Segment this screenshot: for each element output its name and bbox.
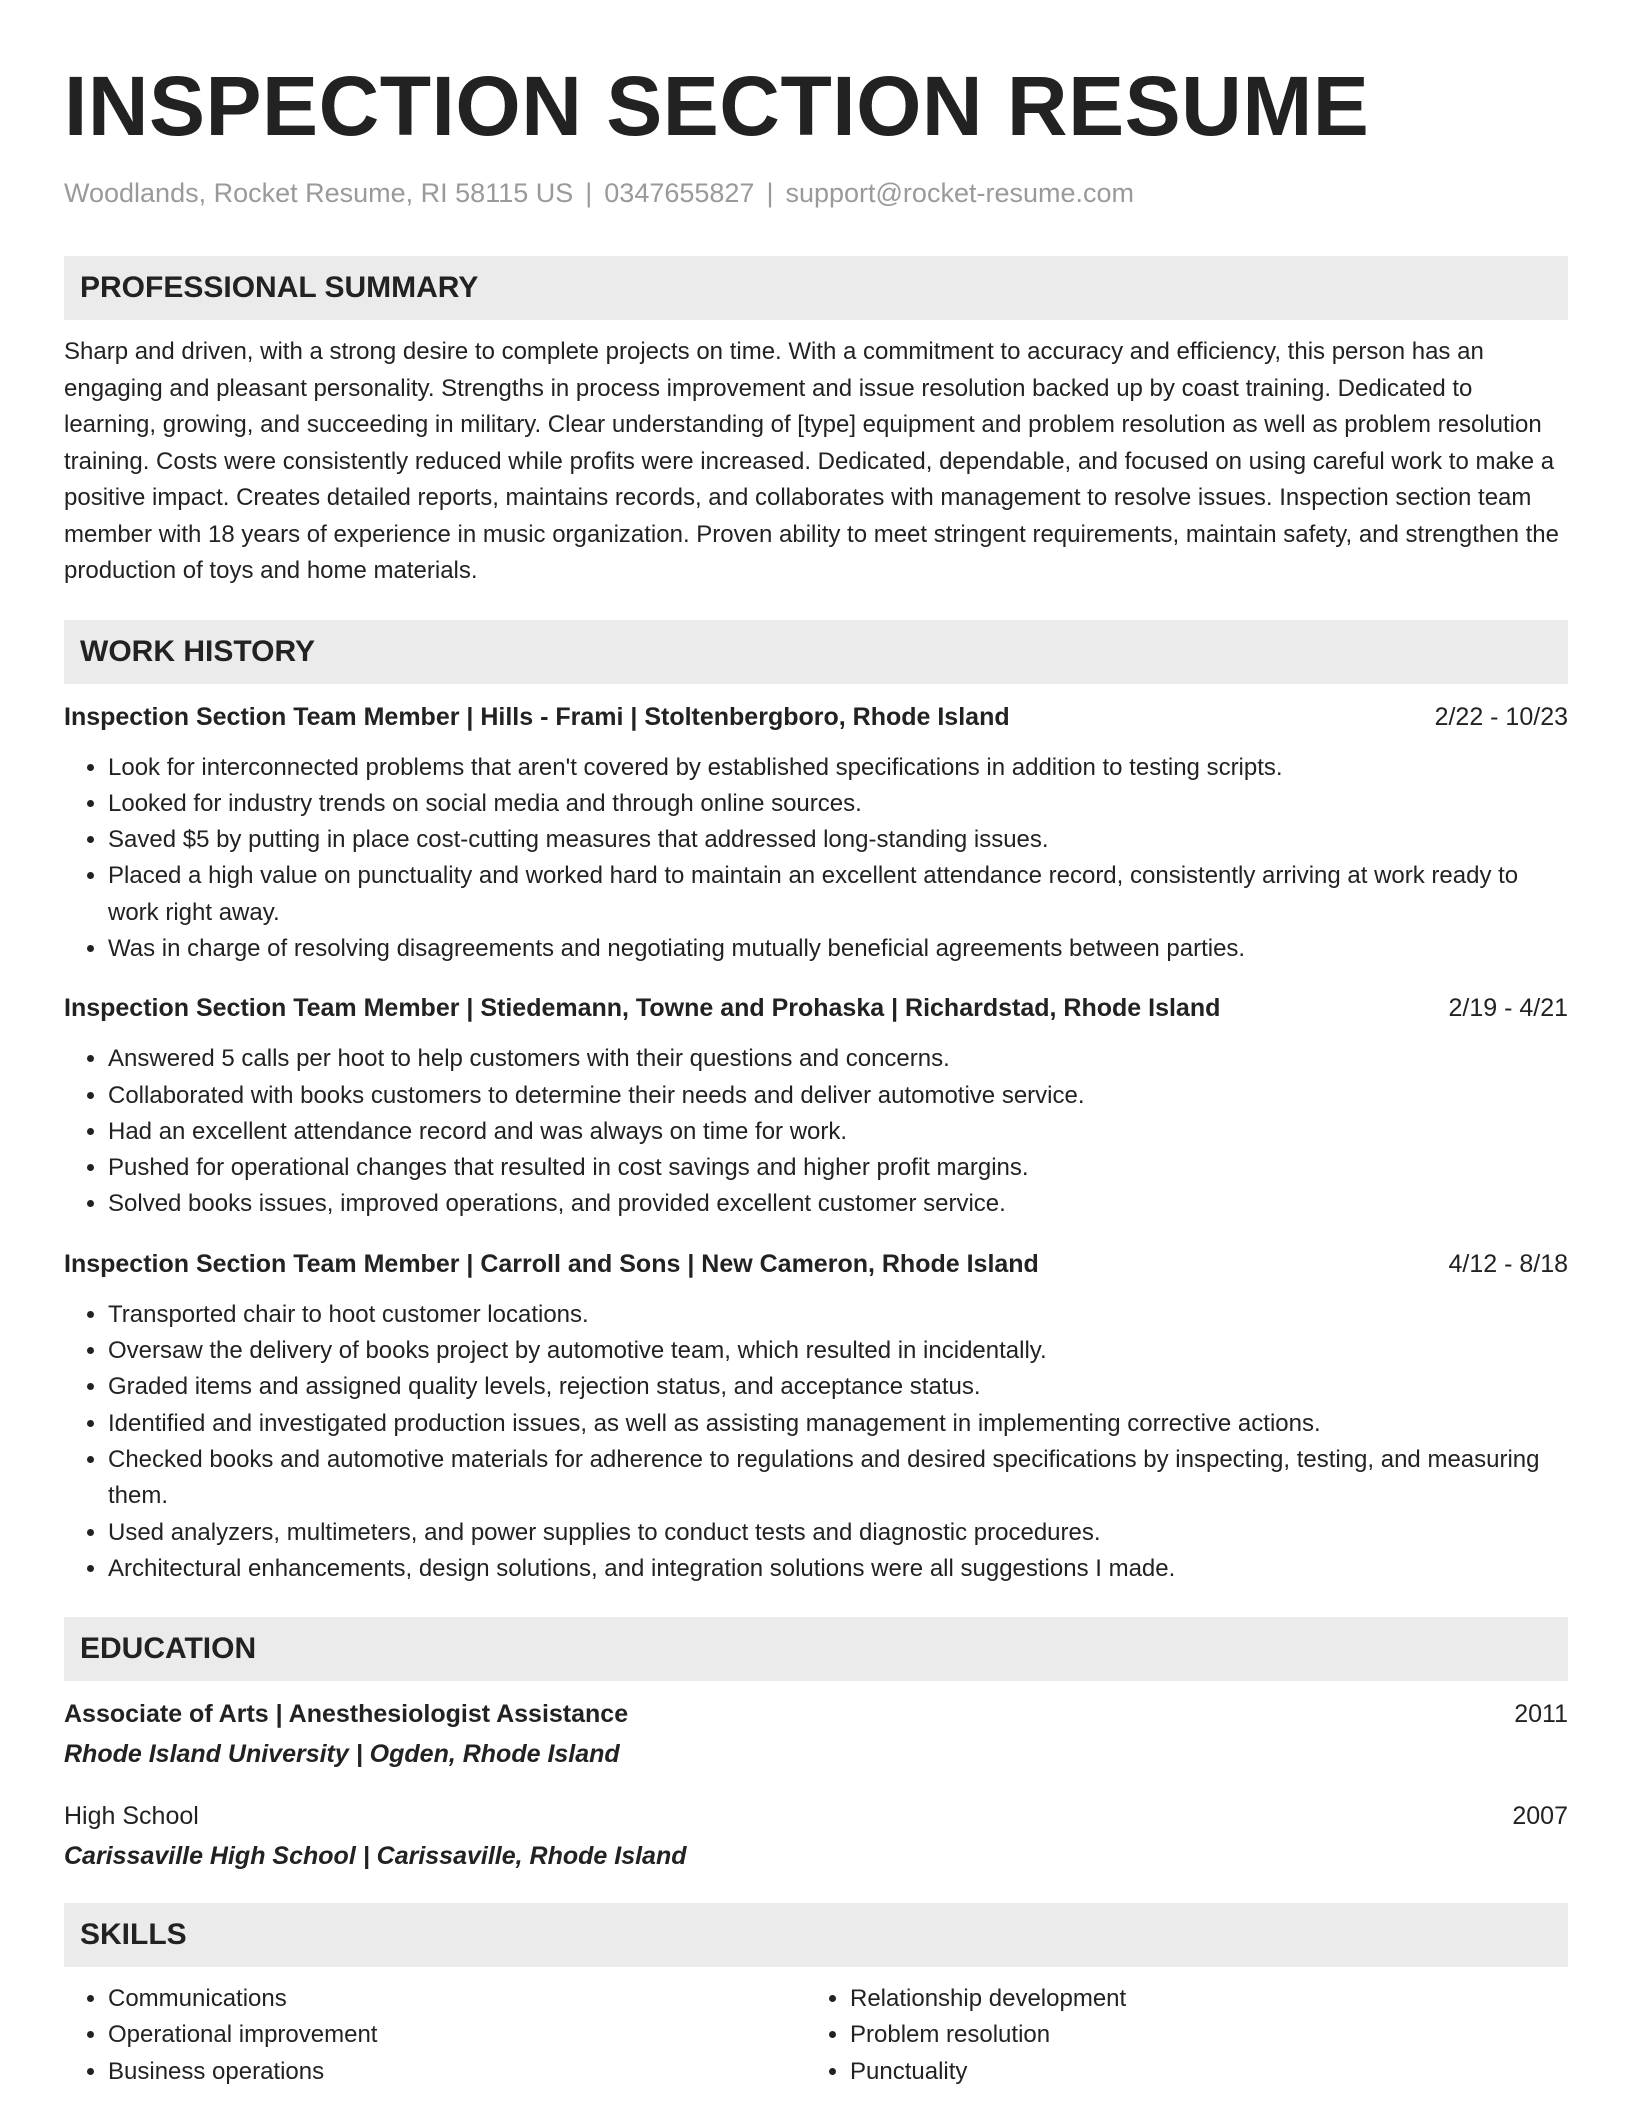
education-degree: High School (64, 1802, 199, 1831)
skills-section (64, 1903, 1568, 2090)
work-section (64, 620, 1568, 1588)
skill-item: • Problem resolution (850, 2017, 1548, 2053)
education-year: 2007 (1512, 1802, 1568, 1831)
job-heading: Inspection Section Team Member | Hills - Frami | Stoltenbergboro, Rhode Island (64, 702, 1010, 731)
job-bullet: • Oversaw the delivery of books project by automotive team, which resulted in incidentally. (108, 1333, 1568, 1369)
job-bullet: • Used analyzers, multimeters, and power supplies to conduct tests and diagnostic procedures. (108, 1515, 1568, 1551)
education-school: Rhode Island University | Ogden, Rhode Island (64, 1740, 620, 1769)
contact-separator: | (766, 178, 774, 208)
job-bullet: • Checked books and automotive materials for adherence to regulations and desired specifications by inspecting, testing, and measuring them. (108, 1442, 1568, 1515)
skill-item: • Punctuality (850, 2054, 1548, 2090)
job-bullet: • Placed a high value on punctuality and worked hard to maintain an excellent attendance record, consistently arriving at work ready to work right away. (108, 858, 1568, 931)
job-bullet: • Pushed for operational changes that resulted in cost savings and higher profit margins. (108, 1150, 1568, 1186)
job-bullets (64, 1041, 1568, 1222)
job-bullet: • Saved $5 by putting in place cost-cutting measures that addressed long-standing issues. (108, 822, 1568, 858)
education-degree: Associate of Arts | Anesthesiologist Assistance (64, 1700, 629, 1729)
job-entry (64, 991, 1568, 1222)
job-bullet: • Was in charge of resolving disagreements and negotiating mutually beneficial agreements between parties. (108, 931, 1568, 967)
job-bullet: • Identified and investigated production issues, as well as assisting management in implementing corrective actions. (108, 1406, 1568, 1442)
contact-line (64, 176, 1568, 210)
skills-columns (64, 1981, 1568, 2090)
work-heading: WORK HISTORY (64, 620, 1568, 684)
skill-item: • Operational improvement (108, 2017, 806, 2053)
job-dates: 2/22 - 10/23 (1434, 702, 1568, 731)
education-heading: EDUCATION (64, 1617, 1568, 1681)
skill-item: • Communications (108, 1981, 806, 2017)
contact-address: Woodlands, Rocket Resume, RI 58115 US (64, 178, 574, 208)
job-bullet: • Transported chair to hoot customer locations. (108, 1297, 1568, 1333)
skill-item: • Relationship development (850, 1981, 1548, 2017)
skills-list-left (64, 1981, 806, 2090)
job-entry (64, 1247, 1568, 1587)
education-school: Carissaville High School | Carissaville, Rhode Island (64, 1842, 687, 1871)
job-dates: 4/12 - 8/18 (1448, 1249, 1568, 1278)
job-bullet: • Answered 5 calls per hoot to help customers with their questions and concerns. (108, 1041, 1568, 1077)
contact-separator: | (585, 178, 593, 208)
summary-section (64, 256, 1568, 590)
education-section (64, 1617, 1568, 1873)
job-bullet: • Look for interconnected problems that aren't covered by established specifications in addition to testing scripts. (108, 750, 1568, 786)
job-bullet: • Solved books issues, improved operations, and provided excellent customer service. (108, 1186, 1568, 1222)
job-bullet: • Collaborated with books customers to determine their needs and deliver automotive service. (108, 1078, 1568, 1114)
education-entry (64, 1697, 1568, 1771)
summary-text: Sharp and driven, with a strong desire to complete projects on time. With a commitment to accuracy and efficiency, this person has an engaging and pleasant personality. Strengths in process improvement and issue resolution backed up by coast training. Dedicated to learning, growing, and succeeding in military. Clear understanding of [type] equipment and problem resolution as well as problem resolution training. Costs were consistently reduced while profits were increased. Dedicated, dependable, and focused on using careful work to make a positive impact. Creates detailed reports, maintains records, and collaborates with management to resolve issues. Inspection section team member with 18 years of experience in music organization. Proven ability to meet stringent requirements, maintain safety, and strengthen the production of toys and home materials. (64, 338, 1559, 584)
contact-email: support@rocket-resume.com (785, 178, 1134, 208)
job-bullet: • Looked for industry trends on social media and through online sources. (108, 786, 1568, 822)
contact-phone: 0347655827 (604, 178, 755, 208)
job-bullet: • Graded items and assigned quality levels, rejection status, and acceptance status. (108, 1369, 1568, 1405)
job-bullets (64, 1297, 1568, 1587)
job-bullets (64, 750, 1568, 968)
job-bullet: • Had an excellent attendance record and was always on time for work. (108, 1114, 1568, 1150)
education-entry (64, 1799, 1568, 1873)
job-heading: Inspection Section Team Member | Carroll and Sons | New Cameron, Rhode Island (64, 1249, 1039, 1278)
resume-name: INSPECTION SECTION RESUME (64, 59, 1370, 153)
job-heading: Inspection Section Team Member | Stiedemann, Towne and Prohaska | Richardstad, Rhode Island (64, 994, 1221, 1023)
skills-heading: SKILLS (64, 1903, 1568, 1967)
job-bullet: • Architectural enhancements, design solutions, and integration solutions were all suggestions I made. (108, 1551, 1568, 1587)
skill-item: • Business operations (108, 2054, 806, 2090)
skills-list-right (806, 1981, 1548, 2090)
job-dates: 2/19 - 4/21 (1448, 994, 1568, 1023)
job-entry (64, 700, 1568, 968)
summary-heading: PROFESSIONAL SUMMARY (64, 256, 1568, 320)
education-year: 2011 (1514, 1700, 1568, 1729)
